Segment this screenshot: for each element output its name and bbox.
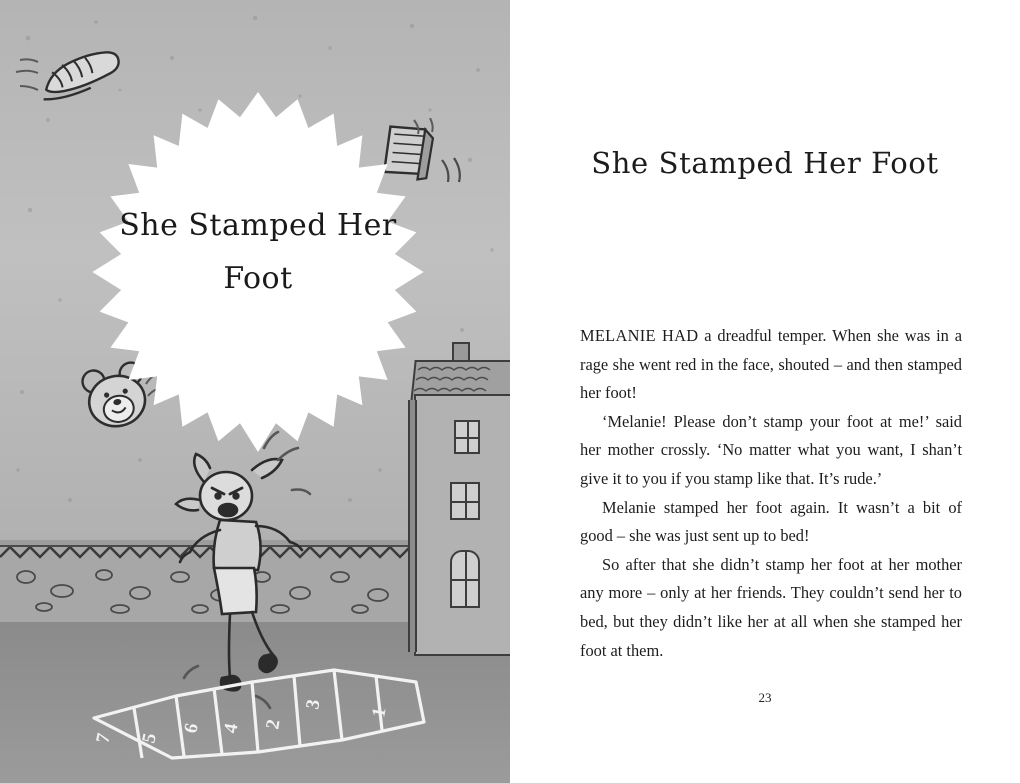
window-lower	[450, 550, 480, 608]
paragraph-1-text: a dreadful temper. When she was in a rage she went red in the face, shouted – and then stamped her foot!	[580, 326, 962, 403]
illustration-title	[78, 200, 438, 305]
svg-text:7: 7	[92, 731, 115, 746]
svg-text:4: 4	[220, 721, 243, 735]
svg-text:5: 5	[138, 731, 161, 746]
window-middle	[450, 482, 480, 520]
illustration-title-line1: She Stamped Her	[119, 208, 397, 243]
paragraph-4: So after that she didn’t stamp her foot at her mother any more – only at her friends. They couldn’t send her to bed, but they didn’t like her at all when she stamped her foot at them.	[580, 554, 962, 660]
chapter-title: She Stamped Her Foot	[591, 146, 939, 180]
paragraph-1	[580, 322, 962, 408]
svg-text:1: 1	[368, 705, 391, 719]
chapter-body	[580, 322, 962, 665]
paragraph-2: ‘Melanie! Please don’t stamp your foot at me!’ said her mother crossly. ‘No matter what you want, I shan’t give it to you if you stamp like that. It’s rude.’	[580, 411, 962, 488]
illustration-title-line2: Foot	[223, 260, 293, 296]
flying-shoe-icon	[14, 38, 134, 108]
svg-text:2: 2	[262, 717, 285, 731]
window-top	[454, 420, 480, 454]
paragraph-1-lead: MELANIE HAD	[580, 326, 699, 345]
hopscotch-grid	[72, 660, 452, 770]
right-text-page	[510, 0, 1020, 783]
svg-text:3: 3	[302, 697, 325, 711]
page-number: 23	[758, 690, 772, 705]
drainpipe	[408, 400, 417, 652]
paragraph-3: Melanie stamped her foot again. It wasn’t a bit of good – she was just sent up to bed!	[580, 497, 962, 546]
svg-text:6: 6	[180, 721, 203, 736]
house	[400, 342, 510, 652]
